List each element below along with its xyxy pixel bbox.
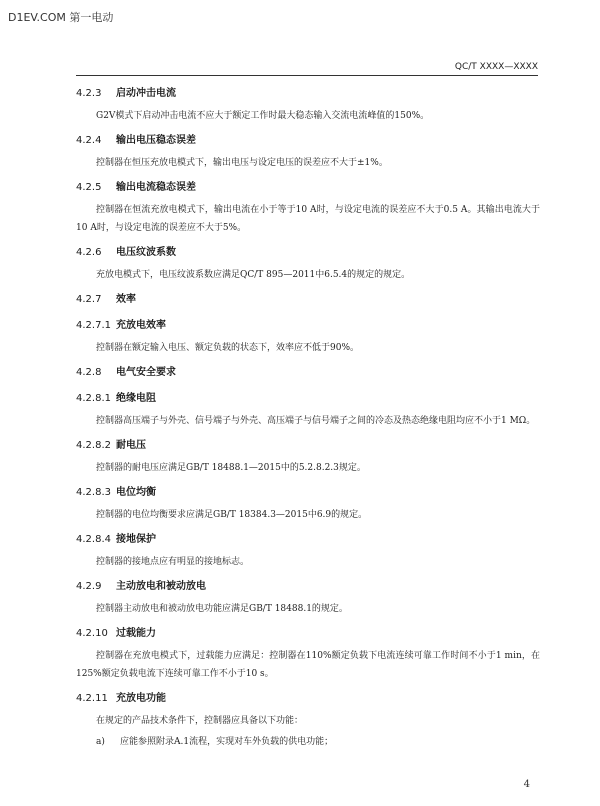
section-number: 4.2.9 [76, 581, 102, 592]
document-body [76, 87, 540, 749]
section-paragraph: 控制器在额定输入电压、额定负载的状态下，效率应不低于90%。 [96, 343, 360, 353]
section-title: 效率 [116, 294, 136, 305]
section-number: 4.2.8.1 [76, 393, 111, 404]
section-heading [76, 533, 540, 547]
section-heading [76, 87, 540, 101]
section-heading [76, 366, 540, 380]
section-paragraph: 控制器的电位均衡要求应满足GB/T 18384.3—2015中6.9的规定。 [96, 510, 368, 520]
section-number: 4.2.3 [76, 88, 102, 99]
section-title: 主动放电和被动放电 [116, 581, 206, 592]
section-title: 启动冲击电流 [116, 88, 176, 99]
section-title: 充放电效率 [116, 320, 166, 331]
section-number: 4.2.10 [76, 628, 108, 639]
section-heading [76, 134, 540, 148]
section-number: 4.2.7 [76, 294, 102, 305]
section-title: 耐电压 [116, 440, 146, 451]
section-heading [76, 439, 540, 453]
section-heading [76, 293, 540, 307]
section-number: 4.2.8.4 [76, 534, 111, 545]
section-number: 4.2.11 [76, 693, 108, 704]
page-number: 4 [523, 779, 530, 790]
watermark: D1EV.COM 第一电动 [8, 11, 114, 24]
section-title: 输出电压稳态误差 [116, 135, 196, 146]
section-number: 4.2.4 [76, 135, 102, 146]
section-number: 4.2.8.3 [76, 487, 111, 498]
section-title: 输出电流稳态误差 [116, 182, 196, 193]
section-paragraph: 控制器在恒压充放电模式下，输出电压与设定电压的误差应不大于±1%。 [96, 158, 388, 168]
section-paragraph: 在规定的产品技术条件下，控制器应具备以下功能： [96, 716, 304, 726]
section-number: 4.2.8 [76, 367, 102, 378]
section-heading [76, 181, 540, 195]
header-rule [76, 75, 538, 76]
section-heading [76, 392, 540, 406]
section-heading [76, 692, 540, 706]
section-number: 4.2.8.2 [76, 440, 111, 451]
section-paragraph: G2V模式下启动冲击电流不应大于额定工作时最大稳态输入交流电流峰值的150%。 [96, 111, 430, 121]
section-title: 过载能力 [116, 628, 156, 639]
document-code: QC/T XXXX—XXXX [454, 62, 538, 72]
section-title: 绝缘电阻 [116, 393, 156, 404]
section-paragraph: 充放电模式下，电压纹波系数应满足QC/T 895—2011中6.5.4的规定的规定。 [96, 270, 411, 280]
section-paragraph: 控制器主动放电和被动放电功能应满足GB/T 18488.1的规定。 [96, 604, 348, 614]
list-item [96, 735, 540, 749]
section-title: 电气安全要求 [116, 367, 176, 378]
section-paragraph: 控制器高压端子与外壳、信号端子与外壳、高压端子与信号端子之间的冷态及热态绝缘电阻均应不小于1 MΩ。 [96, 416, 536, 426]
section-paragraph: 控制器的耐电压应满足GB/T 18488.1—2015中的5.2.8.2.3规定。 [96, 463, 366, 473]
section-heading [76, 246, 540, 260]
section-heading [76, 319, 540, 333]
section-title: 电位均衡 [116, 487, 156, 498]
list-item-text: 应能参照附录A.1流程，实现对车外负载的供电功能； [120, 737, 334, 747]
section-heading [76, 486, 540, 500]
section-paragraph: 控制器在充放电模式下，过载能力应满足：控制器在110%额定负载下电流连续可靠工作时间不小于1 min，在125%额定负载电流下连续可靠工作不小于10 s。 [76, 651, 540, 679]
section-number: 4.2.7.1 [76, 320, 111, 331]
section-number: 4.2.6 [76, 247, 102, 258]
section-title: 电压纹波系数 [116, 247, 176, 258]
section-title: 充放电功能 [116, 693, 166, 704]
section-title: 接地保护 [116, 534, 156, 545]
section-paragraph: 控制器在恒流充放电模式下，输出电流在小于等于10 A时，与设定电流的误差应不大于0.5 A。其输出电流大于10 A时，与设定电流的误差应不大于5%。 [76, 205, 540, 233]
list-marker: a) [96, 737, 105, 747]
section-heading [76, 580, 540, 594]
section-heading [76, 627, 540, 641]
section-number: 4.2.5 [76, 182, 102, 193]
section-paragraph: 控制器的接地点应有明显的接地标志。 [96, 557, 250, 567]
